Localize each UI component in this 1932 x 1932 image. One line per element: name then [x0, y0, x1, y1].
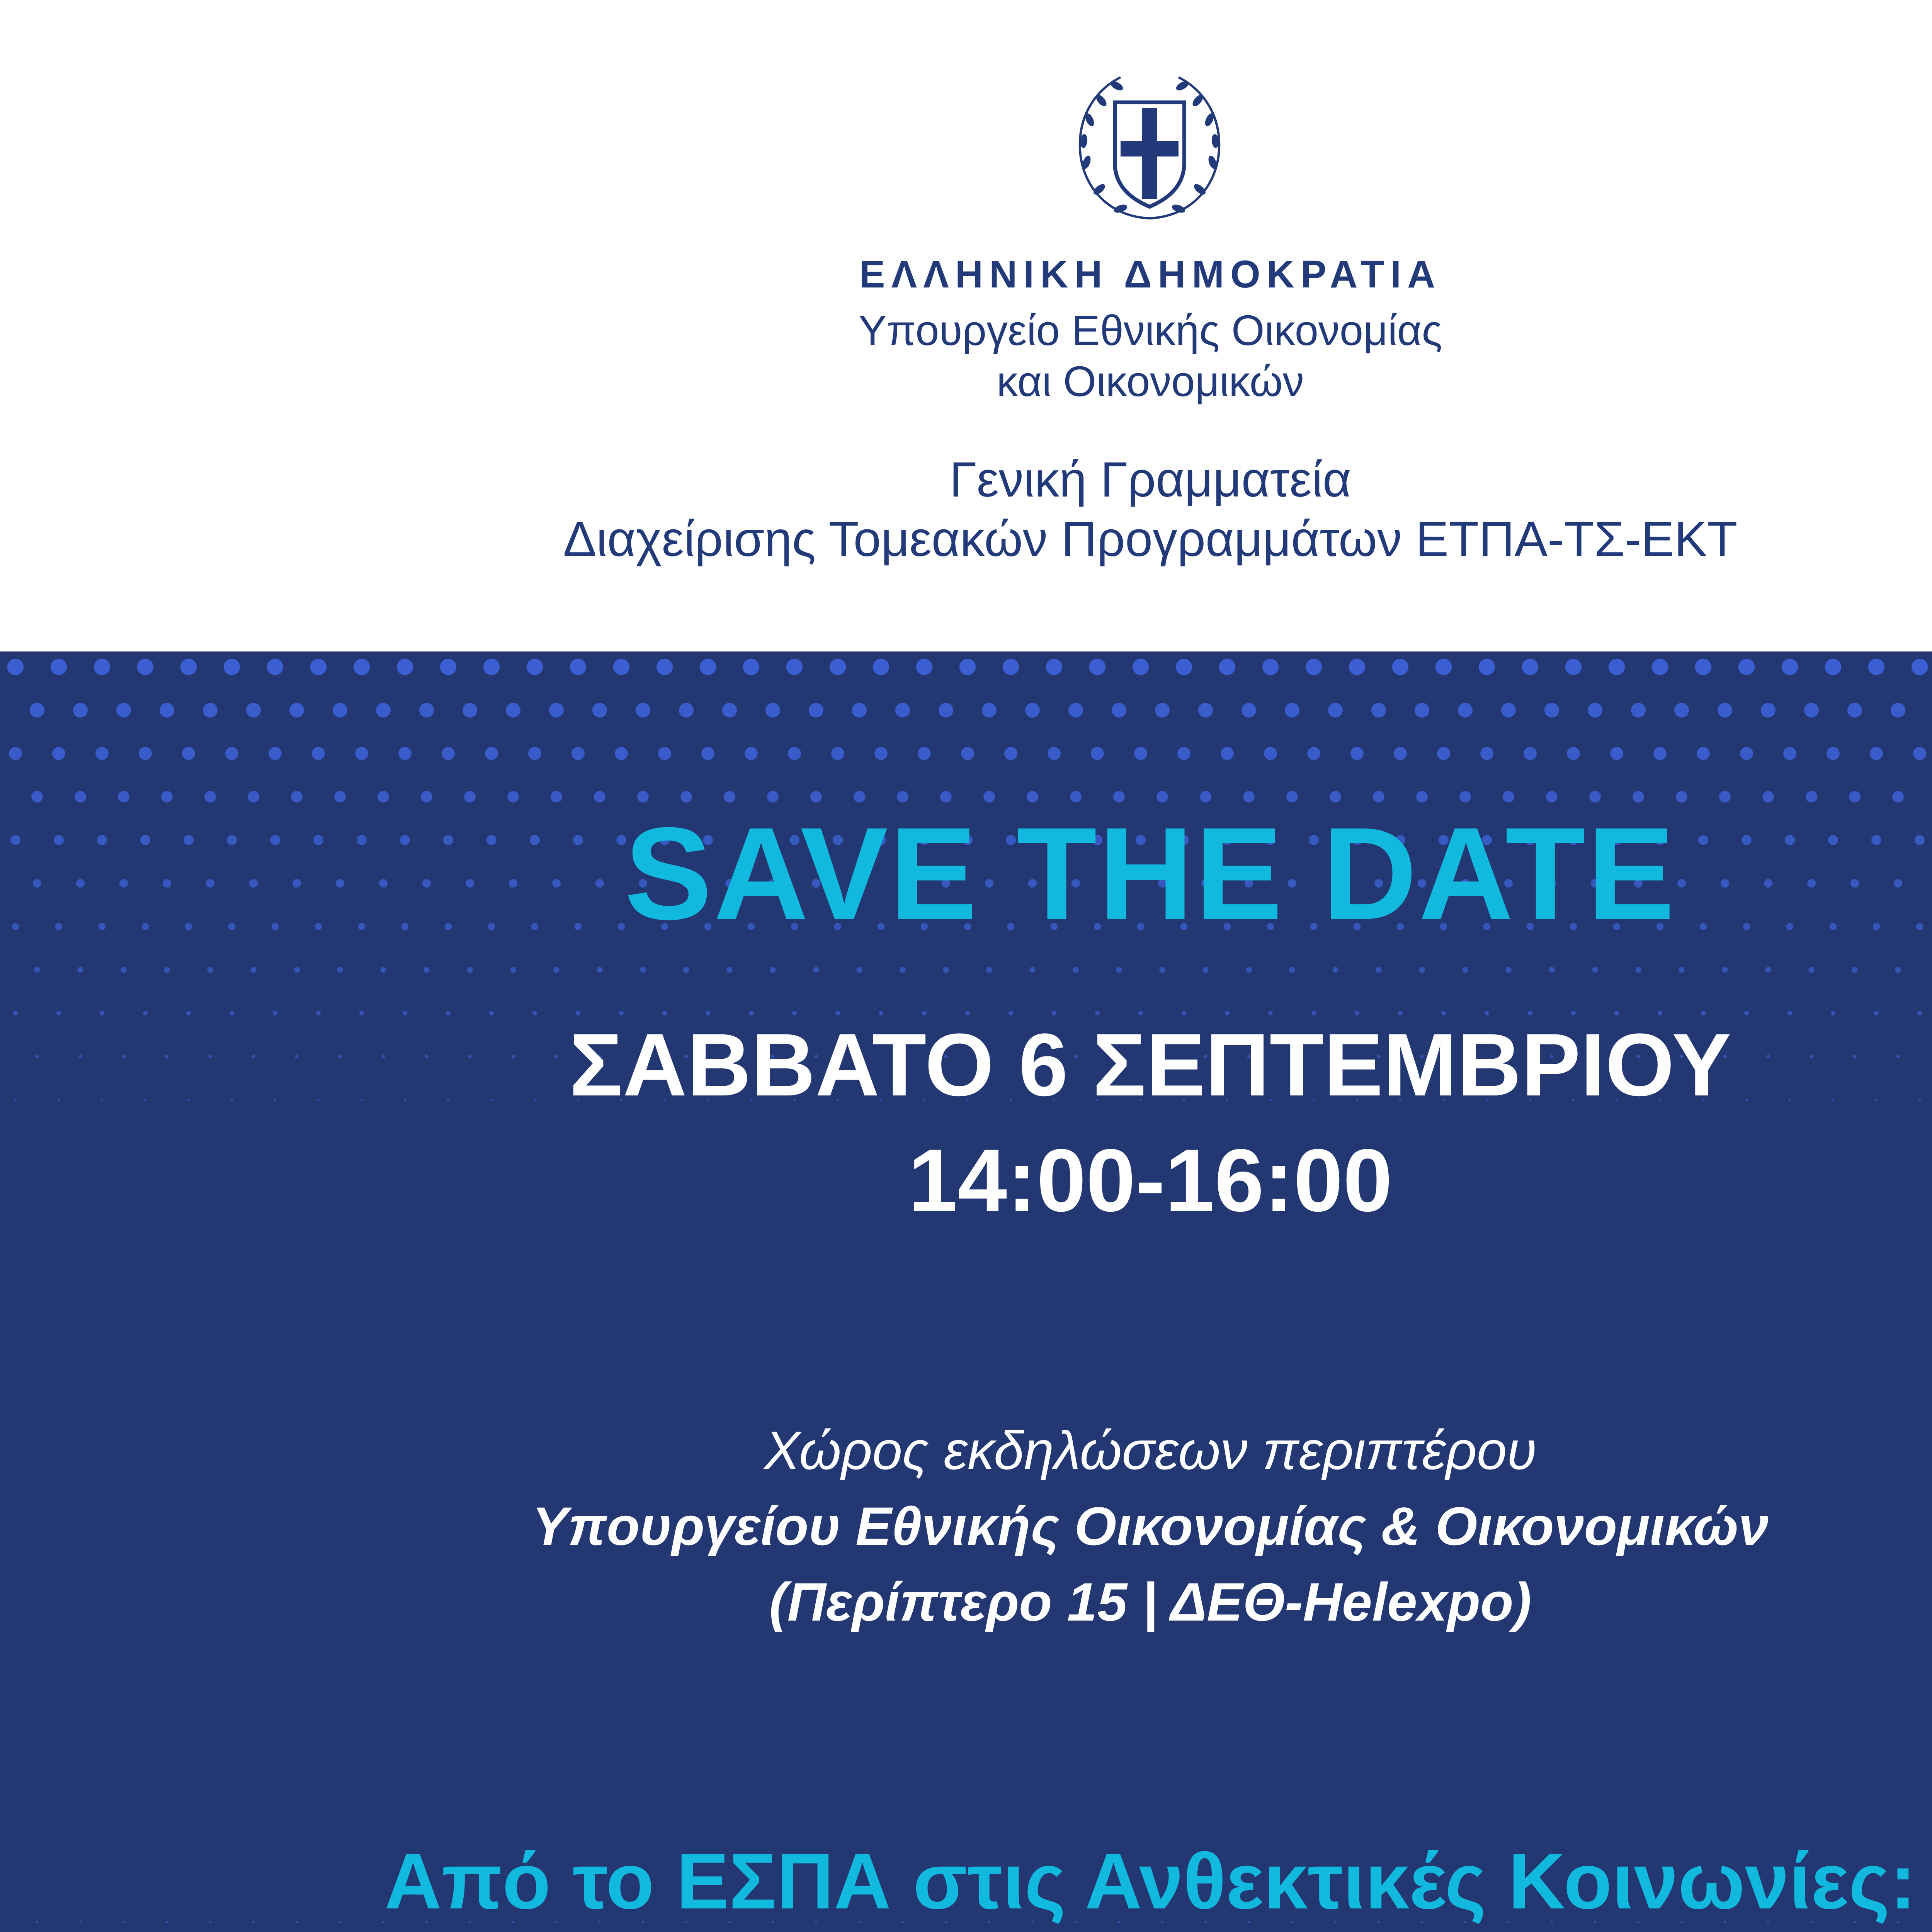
- save-the-date-title: SAVE THE DATE: [624, 800, 1676, 947]
- venue-line-2: Υπουργείου Εθνικής Οικονομίας & Οικονομικών: [532, 1496, 1769, 1556]
- event-venue: [0, 1413, 1932, 1640]
- event-time: 14:00-16:00: [908, 1131, 1393, 1230]
- ministry-line-2: και Οικονομικών: [997, 358, 1304, 405]
- event-date-time: [0, 1007, 1932, 1238]
- event-date: ΣΑΒΒΑΤΟ 6 ΣΕΠΤΕΜΒΡΙΟΥ: [569, 1015, 1731, 1114]
- event-theme: [0, 1830, 1932, 1932]
- ministry-line-1: Υπουργείο Εθνικής Οικονομίας: [858, 307, 1442, 354]
- secretariat-line-2: Διαχείρισης Τομεακών Προγραμμάτων ΕΤΠΑ-ΤΣ-ΕΚΤ: [563, 511, 1738, 567]
- secretariat-line-1: Γενική Γραμματεία: [949, 452, 1351, 507]
- venue-line-3: (Περίπτερο 15 | ΔΕΘ-Helexpo): [769, 1571, 1532, 1632]
- secretariat-name: [0, 450, 1932, 569]
- theme-headline: Από το ΕΣΠΑ στις Ανθεκτικές Κοινωνίες:: [384, 1837, 1917, 1925]
- event-banner: [0, 651, 1932, 1932]
- venue-line-1: Χώρος εκδηλώσεων περιπτέρου: [764, 1420, 1537, 1481]
- ministry-name: [0, 305, 1932, 407]
- republic-title: ΕΛΛΗΝΙΚΗ ΔΗΜΟΚΡΑΤΙΑ: [859, 253, 1442, 296]
- greek-coat-of-arms-icon: [1063, 66, 1236, 228]
